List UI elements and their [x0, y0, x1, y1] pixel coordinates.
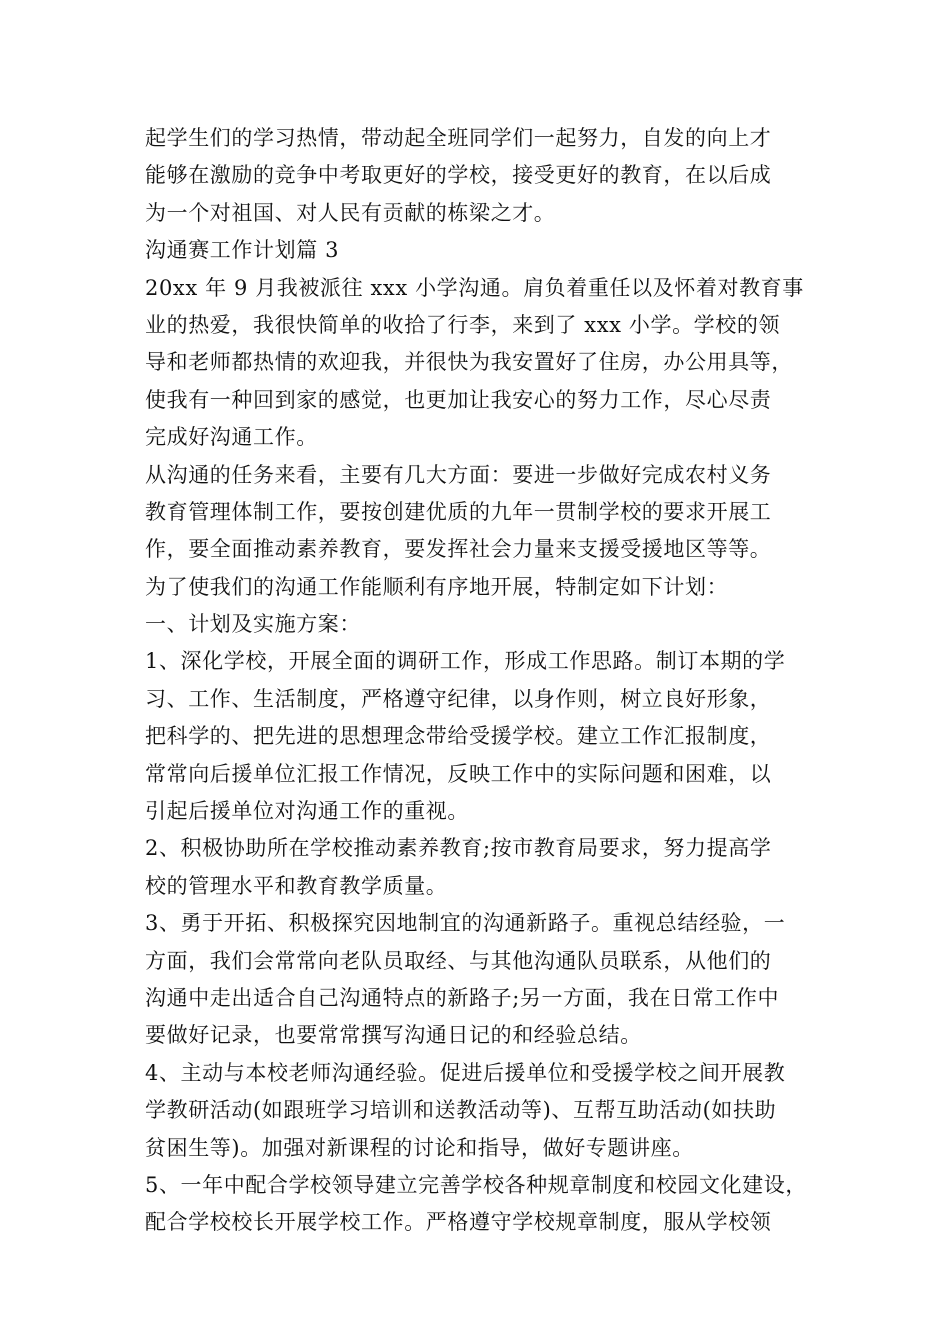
text-line: 引起后援单位对沟通工作的重视。: [145, 799, 469, 824]
text-line: 教育管理体制工作，要按创建优质的九年一贯制学校的要求开展工: [145, 499, 772, 524]
text-line: 1、深化学校，开展全面的调研工作，形成工作思路。制订本期的学: [145, 649, 786, 674]
text-line: 3、勇于开拓、积极探究因地制宜的沟通新路子。重视总结经验，一: [145, 911, 786, 936]
document-body: [145, 120, 815, 1242]
text-line: 校的管理水平和教育教学质量。: [145, 873, 448, 898]
text-line: 4、主动与本校老师沟通经验。促进后援单位和受援学校之间开展教: [145, 1060, 786, 1085]
text-line: 5、一年中配合学校领导建立完善学校各种规章制度和校园文化建设，: [145, 1172, 807, 1197]
text-line: 使我有一种回到家的感觉，也更加让我安心的努力工作，尽心尽责: [145, 387, 772, 412]
text-line: 从沟通的任务来看，主要有几大方面：要进一步做好完成农村义务: [145, 462, 772, 487]
text-line: 为了使我们的沟通工作能顺利有序地开展，特制定如下计划：: [145, 574, 729, 599]
section-heading: 沟通赛工作计划篇 3: [145, 238, 340, 263]
text-line: 完成好沟通工作。: [145, 425, 318, 450]
text-line: 配合学校校长开展学校工作。严格遵守学校规章制度，服从学校领: [145, 1210, 772, 1235]
text-line: 习、工作、生活制度，严格遵守纪律，以身作则，树立良好形象，: [145, 686, 772, 711]
text-line: 方面，我们会常常向老队员取经、与其他沟通队员联系，从他们的: [145, 948, 772, 973]
text-line: 沟通中走出适合自己沟通特点的新路子;另一方面，我在日常工作中: [145, 985, 780, 1010]
text-line: 起学生们的学习热情，带动起全班同学们一起努力，自发的向上才: [145, 126, 772, 150]
text-line: 作，要全面推动素养教育，要发挥社会力量来支援受援地区等等。: [145, 537, 772, 562]
text-line: 导和老师都热情的欢迎我，并很快为我安置好了住房，办公用具等，: [145, 350, 793, 375]
text-line: 业的热爱，我很快简单的收拾了行李，来到了 xxx 小学。学校的领: [145, 312, 781, 337]
text-line: 20xx 年 9 月我被派往 xxx 小学沟通。肩负着重任以及怀着对教育事: [145, 275, 804, 300]
text-line: 一、计划及实施方案：: [145, 612, 361, 637]
text-line: 2、积极协助所在学校推动素养教育;按市教育局要求，努力提高学: [145, 836, 772, 861]
text-line: 把科学的、把先进的思想理念带给受援学校。建立工作汇报制度，: [145, 724, 772, 749]
text-line: 为一个对祖国、对人民有贡献的栋梁之才。: [145, 200, 556, 225]
text-line: 能够在激励的竞争中考取更好的学校，接受更好的教育，在以后成: [145, 163, 772, 188]
text-line: 要做好记录，也要常常撰写沟通日记的和经验总结。: [145, 1023, 642, 1048]
text-line: 贫困生等)。加强对新课程的讨论和指导，做好专题讲座。: [145, 1135, 694, 1160]
text-line: 常常向后援单位汇报工作情况，反映工作中的实际问题和困难，以: [145, 761, 772, 786]
text-line: 学教研活动(如跟班学习培训和送教活动等)、互帮互助活动(如扶助: [145, 1098, 777, 1123]
